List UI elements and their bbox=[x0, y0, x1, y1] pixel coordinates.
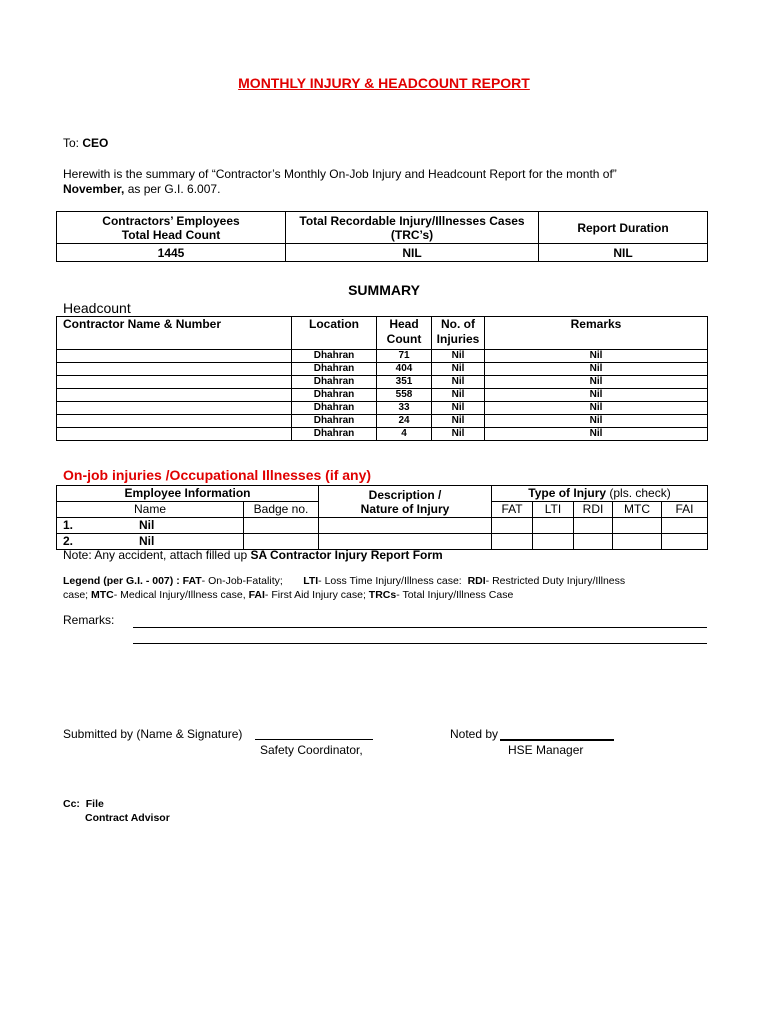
headcount-table bbox=[56, 211, 708, 262]
intro-tail: as per G.I. 6.007. bbox=[124, 182, 221, 196]
summary-table bbox=[56, 316, 708, 441]
table-row: Dhahran 71 Nil Nil bbox=[57, 350, 708, 363]
submitted-signature-line[interactable] bbox=[255, 739, 373, 740]
hc-col3-header: Report Duration bbox=[539, 212, 708, 244]
note-line: Note: Any accident, attach filled up SA Contractor Injury Report Form bbox=[63, 548, 443, 562]
injury-table bbox=[56, 485, 708, 550]
table-row: Dhahran 24 Nil Nil bbox=[57, 415, 708, 428]
page-title: MONTHLY INJURY & HEADCOUNT REPORT bbox=[238, 75, 530, 91]
noted-label: Noted by bbox=[450, 727, 499, 741]
legend: Legend (per G.I. - 007) : FAT- On-Job-Fatality; LTI- Loss Time Injury/Illness case: RDI- Restricted Duty Injury/Illness case; MTC- Medical Injury/Illness case, FAI- First Aid Injury case; TRCs- Total Injury/Illness Case bbox=[63, 575, 626, 601]
summary-header-headcount: Head Count bbox=[377, 317, 432, 350]
hc-total-headcount: 1445 bbox=[57, 244, 286, 262]
injury-header-description: Description / Nature of Injury bbox=[319, 486, 492, 518]
injury-section-title: On-job injuries /Occupational Illnesses (if any) bbox=[63, 467, 372, 483]
to-line bbox=[63, 136, 108, 150]
noted-role: HSE Manager bbox=[508, 743, 584, 757]
remarks-label: Remarks: bbox=[63, 613, 115, 627]
noted-signature-line[interactable] bbox=[500, 739, 614, 741]
injury-header-type: Type of Injury (pls. check) bbox=[492, 486, 708, 502]
injury-header-rdi: RDI bbox=[574, 502, 613, 518]
headcount-label: Headcount bbox=[63, 300, 131, 316]
intro-line1: Herewith is the summary of “Contractor’s Monthly On-Job Injury and Headcount Report for the month of” bbox=[63, 167, 617, 181]
table-row: Dhahran 351 Nil Nil bbox=[57, 376, 708, 389]
submitted-label: Submitted by (Name & Signature) bbox=[63, 727, 243, 741]
hc-duration-value: NIL bbox=[539, 244, 708, 262]
table-row: 1. Nil bbox=[57, 518, 708, 534]
intro-paragraph bbox=[63, 167, 713, 197]
hc-col2-header: Total Recordable Injury/Illnesses Cases (TRC’s) bbox=[286, 212, 539, 244]
injury-header-fat: FAT bbox=[492, 502, 533, 518]
cc-contract-advisor: Contract Advisor bbox=[85, 812, 170, 824]
injury-header-fai: FAI bbox=[662, 502, 708, 518]
submitted-role: Safety Coordinator, bbox=[260, 743, 363, 757]
to-value: CEO bbox=[82, 136, 109, 150]
injury-header-mtc: MTC bbox=[613, 502, 662, 518]
hc-col1-header: Contractors’ Employees Total Head Count bbox=[57, 212, 286, 244]
table-row: Dhahran 404 Nil Nil bbox=[57, 363, 708, 376]
injury-header-employee: Employee Information bbox=[57, 486, 319, 502]
injury-header-lti: LTI bbox=[533, 502, 574, 518]
summary-title: SUMMARY bbox=[348, 282, 420, 298]
summary-header-name: Contractor Name & Number bbox=[57, 317, 292, 350]
injury-header-name: Name bbox=[57, 502, 244, 518]
remarks-line-1[interactable] bbox=[133, 627, 707, 628]
hc-trc-value: NIL bbox=[286, 244, 539, 262]
remarks-line-2[interactable] bbox=[133, 643, 707, 644]
table-row: 2. Nil bbox=[57, 534, 708, 550]
table-row: Dhahran 33 Nil Nil bbox=[57, 402, 708, 415]
injury-header-badge: Badge no. bbox=[244, 502, 319, 518]
cc-label: Cc: bbox=[63, 798, 80, 810]
intro-month: November, bbox=[63, 182, 125, 196]
summary-header-location: Location bbox=[292, 317, 377, 350]
table-row: Dhahran 558 Nil Nil bbox=[57, 389, 708, 402]
table-row: Dhahran 4 Nil Nil bbox=[57, 428, 708, 441]
summary-header-injuries: No. of Injuries bbox=[432, 317, 485, 350]
to-label: To: bbox=[63, 136, 80, 150]
cc-file: File bbox=[85, 798, 104, 810]
summary-header-remarks: Remarks bbox=[485, 317, 708, 350]
cc-block bbox=[63, 797, 170, 825]
